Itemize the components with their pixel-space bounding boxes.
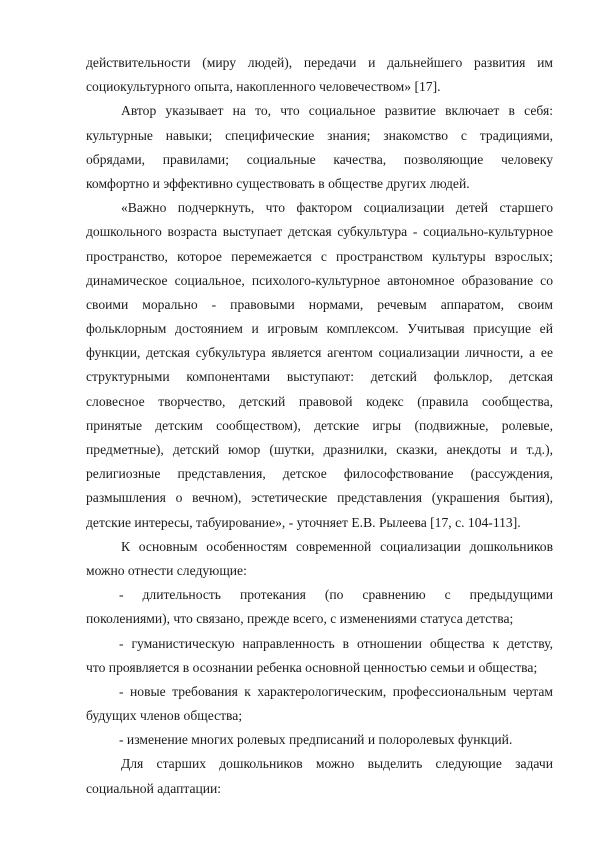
text-line: принятые детским сообществом), детские игры (подвижные, ролевые, [86, 417, 553, 433]
text-line: поколениями), что связано, прежде всего, с изменениями статуса детства; [86, 611, 514, 627]
text-line: - новые требования к характерологическим, профессиональным чертам [119, 683, 553, 699]
text-line: - гуманистическую направленность в отношении общества к детству, [119, 635, 553, 651]
text-line: пространство, которое перемежается с пространством культуры взрослых; [86, 248, 553, 264]
text-line: дошкольного возраста выступает детская субкультура - социально-культурное [86, 224, 553, 240]
text-line: Для старших дошкольников можно выделить следующие задачи [121, 756, 553, 772]
text-line: культурные навыки; специфические знания; знакомство с традициями, [86, 127, 553, 143]
text-line: фольклорным достоянием и игровым комплексом. Учитывая присущие ей [86, 321, 553, 337]
text-line: К основным особенностям современной социализации дошкольников [121, 538, 553, 554]
text-line: социокультурного опыта, накопленного человечеством» [17]. [86, 79, 441, 95]
text-line: - изменение многих ролевых предписаний и полоролевых функций. [119, 732, 513, 748]
document-page [86, 51, 553, 801]
text-line: функции, детская субкультура является агентом социализации личности, а ее [86, 345, 553, 361]
text-line: социальной адаптации: [86, 780, 222, 796]
text-line: словесное творчество, детский правовой кодекс (правила сообщества, [86, 393, 553, 409]
text-line: динамическое социальное, психолого-культурное автономное образование со [86, 272, 553, 288]
text-line: обрядами, правилами; социальные качества, позволяющие человеку [86, 151, 553, 167]
text-line: размышления о вечном), эстетические представления (украшения бытия), [86, 490, 553, 506]
text-line: религиозные представления, детское философствование (рассуждения, [86, 466, 553, 482]
text-line: детские интересы, табуирование», - уточняет Е.В. Рылеева [17, с. 104-113]. [86, 514, 521, 530]
text-line: структурными компонентами выступают: детский фольклор, детская [86, 369, 553, 385]
text-line: что проявляется в осознании ребенка основной ценностью семьи и общества; [86, 659, 538, 675]
text-line: действительности (миру людей), передачи и дальнейшего развития им [86, 55, 553, 70]
text-line: «Важно подчеркнуть, что фактором социализации детей старшего [121, 200, 553, 216]
text-line: комфортно и эффективно существовать в обществе других людей. [86, 175, 470, 191]
text-line: можно отнести следующие: [86, 562, 247, 578]
text-line: Автор указывает на то, что социальное развитие включает в себя: [121, 103, 553, 119]
text-line: будущих членов общества; [86, 708, 243, 724]
text-line: своими морально - правовыми нормами, речевым аппаратом, своим [86, 296, 553, 312]
text-line: предметные), детский юмор (шутки, дразнилки, сказки, анекдоты и т.д.), [86, 442, 553, 457]
text-line: - длительность протекания (по сравнению с предыдущими [119, 587, 553, 603]
